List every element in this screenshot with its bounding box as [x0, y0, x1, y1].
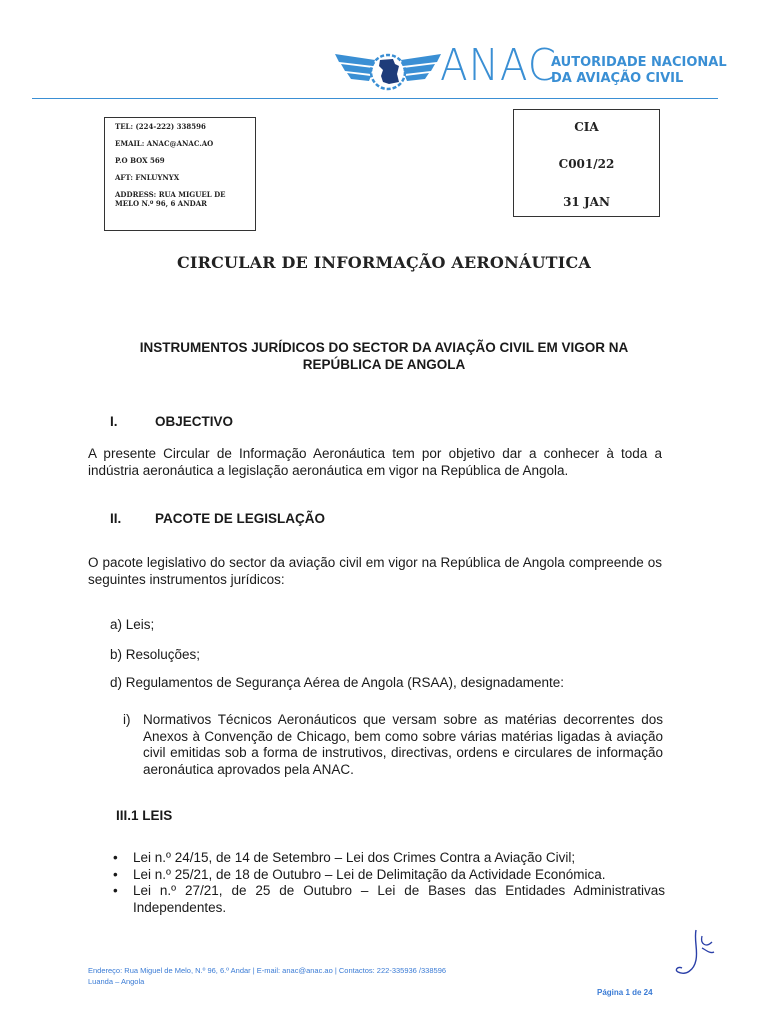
list-item	[113, 850, 665, 867]
footer-line-1: Endereço: Rua Miguel de Melo, N.º 96, 6.º Andar | E-mail: anac@anac.ao | Contactos: 222-335936 /338596	[88, 966, 447, 975]
contact-address-line-1: ADDRESS: RUA MIGUEL DE	[115, 190, 226, 199]
cia-box	[513, 109, 660, 217]
page-number: Página 1 de 24	[597, 988, 653, 997]
contact-address	[115, 190, 249, 208]
leis-list	[113, 850, 665, 916]
document-subtitle: INSTRUMENTOS JURÍDICOS DO SECTOR DA AVIAÇÃO CIVIL EM VIGOR NA REPÚBLICA DE ANGOLA	[139, 340, 629, 372]
cia-number: C001/22	[558, 157, 615, 171]
cia-label: CIA	[574, 120, 599, 134]
footer-address	[88, 965, 446, 987]
cia-date: 31 JAN	[563, 195, 610, 209]
section-2-title: PACOTE DE LEGISLAÇÃO	[155, 511, 326, 526]
contact-box	[104, 117, 256, 231]
section-1-text: A presente Circular de Informação Aeronáutica tem por objetivo dar a conhecer à toda a indústria aeronáutica a legislação aeronáutica em vigor na República de Angola.	[88, 446, 662, 478]
list-item	[113, 883, 665, 916]
sub-list-marker: i)	[123, 712, 131, 727]
contact-address-line-2: MELO N.º 96, 6 ANDAR	[115, 199, 207, 208]
section-1-number: I.	[110, 414, 118, 429]
signature-icon	[672, 926, 718, 982]
lei-text: Lei n.º 27/21, de 25 de Outubro – Lei de Bases das Entidades Administrativas Independentes.	[133, 883, 665, 915]
footer-line-2: Luanda – Angola	[88, 977, 145, 986]
bullet-icon: •	[113, 850, 118, 865]
contact-pobox: P.O BOX 569	[115, 156, 165, 165]
authority-line-2: DA AVIAÇÃO CIVIL	[551, 71, 684, 86]
brand-name: ANAC	[440, 40, 557, 91]
sub-list-item	[123, 712, 663, 778]
section-1-title: OBJECTIVO	[155, 414, 234, 429]
document-title: CIRCULAR DE INFORMAÇÃO AERONÁUTICA	[176, 253, 592, 272]
section-2-text: O pacote legislativo do sector da aviação civil em vigor na República de Angola compreende os seguintes instrumentos jurídicos:	[88, 555, 662, 587]
lei-text: Lei n.º 25/21, de 18 de Outubro – Lei de Delimitação da Actividade Económica.	[133, 866, 606, 882]
list-item-regulamentos: d) Regulamentos de Segurança Aérea de Angola (RSAA), designadamente:	[110, 675, 565, 690]
bullet-icon: •	[113, 883, 118, 898]
header-divider	[32, 98, 718, 99]
authority-line-1: AUTORIDADE NACIONAL	[551, 55, 727, 70]
list-item	[113, 867, 665, 884]
leis-heading: III.1 LEIS	[116, 808, 173, 823]
contact-tel: TEL: (224-222) 338596	[115, 122, 206, 131]
lei-text: Lei n.º 24/15, de 14 de Setembro – Lei dos Crimes Contra a Aviação Civil;	[133, 850, 576, 865]
authority-name	[551, 55, 727, 87]
list-item-leis: a) Leis;	[110, 617, 155, 632]
list-item-resolucoes: b) Resoluções;	[110, 647, 201, 662]
anac-emblem-icon	[333, 40, 443, 102]
contact-aft: AFT: FNLUYNYX	[115, 173, 180, 182]
bullet-icon: •	[113, 866, 118, 882]
sub-list-text: Normativos Técnicos Aeronáuticos que versam sobre as matérias decorrentes dos Anexos à Convenção de Chicago, bem como sobre várias matérias ligadas à aviação civil emitidas sob a forma de instrutivos, directivas, ordens e circulares de informação aeronáutica aprovados pela ANAC.	[143, 712, 663, 777]
section-2-number: II.	[110, 511, 122, 526]
contact-email: EMAIL: ANAC@ANAC.AO	[115, 139, 214, 148]
